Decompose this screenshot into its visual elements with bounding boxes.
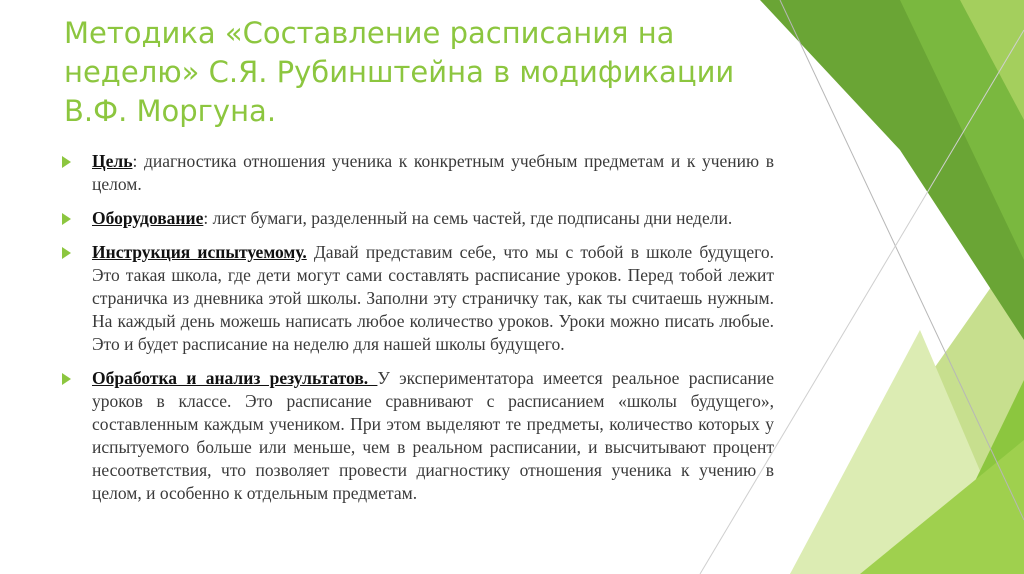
bullet-arrow-icon — [62, 373, 71, 385]
slide-title: Методика «Составление расписания на неделю» С.Я. Рубинштейна в модификации В.Ф. Моргуна. — [64, 16, 735, 128]
bullet-analysis — [62, 367, 774, 505]
bullet-goal — [62, 150, 774, 196]
bullet-text: У экспериментатора имеется реальное расписание уроков в классе. Это расписание сравнивают с расписанием «школы будущего», составленным каждым учеником. При этом выделяют те предметы, количество которых у испытуемого больше или меньше, чем в реальном расписании, и высчитывают процент несоответствия, что позволяет провести диагностику отношения ученика к учению в целом, и особенно к отдельным предметам. — [92, 368, 774, 503]
bullet-arrow-icon — [62, 247, 71, 259]
bullet-text: : диагностика отношения ученика к конкретным учебным предметам и к учению в целом. — [92, 151, 774, 194]
bullet-text: : лист бумаги, разделенный на семь частей, где подписаны дни недели. — [203, 208, 733, 228]
bullet-text: Давай представим себе, что мы с тобой в школе будущего. Это такая школа, где дети могут сами составлять расписание уроков. Перед тобой лежит страничка из дневника этой школы. Заполни эту страничку так, как ты считаешь нужным. На каждый день можешь написать любое количество уроков. Уроки можно писать любые. Это и будет расписание на неделю для нашей школы будущего. — [92, 242, 774, 354]
bullet-list — [62, 150, 774, 516]
bullet-arrow-icon — [62, 213, 71, 225]
bullet-label: Инструкция испытуемому. — [92, 242, 307, 262]
bullet-label: Обработка и анализ результатов. — [92, 368, 378, 388]
bullet-equipment — [62, 207, 774, 230]
bullet-label: Цель — [92, 151, 133, 171]
bullet-instruction — [62, 241, 774, 356]
bullet-label: Оборудование — [92, 208, 204, 228]
bullet-arrow-icon — [62, 156, 71, 168]
